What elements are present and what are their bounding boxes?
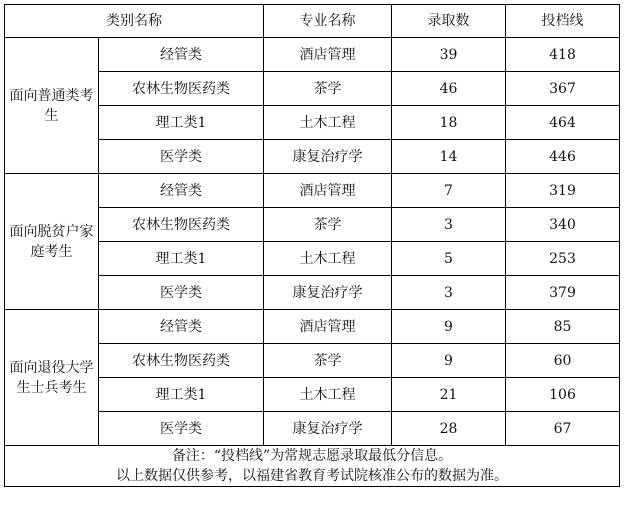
admission-table (4, 4, 620, 487)
major-cell: 土木工程 (264, 242, 392, 276)
subject-type-cell: 理工类1 (99, 242, 264, 276)
major-cell: 酒店管理 (264, 310, 392, 344)
score-cell: 464 (506, 106, 620, 140)
subject-type-cell: 农林生物医药类 (99, 72, 264, 106)
subject-type-cell: 医学类 (99, 140, 264, 174)
score-cell: 418 (506, 38, 620, 72)
score-cell: 67 (506, 412, 620, 446)
score-cell: 340 (506, 208, 620, 242)
header-admitted: 录取数 (392, 5, 506, 38)
score-cell: 85 (506, 310, 620, 344)
subject-type-cell: 医学类 (99, 276, 264, 310)
score-cell: 446 (506, 140, 620, 174)
score-cell: 379 (506, 276, 620, 310)
admitted-cell: 39 (392, 38, 506, 72)
admitted-cell: 7 (392, 174, 506, 208)
major-cell: 土木工程 (264, 106, 392, 140)
major-cell: 茶学 (264, 72, 392, 106)
major-cell: 酒店管理 (264, 174, 392, 208)
note-cell (5, 446, 620, 487)
admitted-cell: 3 (392, 276, 506, 310)
score-cell: 319 (506, 174, 620, 208)
subject-type-cell: 经管类 (99, 310, 264, 344)
subject-type-cell: 农林生物医药类 (99, 208, 264, 242)
major-cell: 茶学 (264, 344, 392, 378)
subject-type-cell: 经管类 (99, 38, 264, 72)
major-cell: 土木工程 (264, 378, 392, 412)
subject-type-cell: 医学类 (99, 412, 264, 446)
header-row (5, 5, 620, 38)
subject-type-cell: 经管类 (99, 174, 264, 208)
subject-type-cell: 理工类1 (99, 106, 264, 140)
header-score: 投档线 (506, 5, 620, 38)
note-line-1: 备注：“投档线”为常规志愿录取最低分信息。 (171, 448, 453, 464)
major-cell: 酒店管理 (264, 38, 392, 72)
group-label-text: 面向普通类考生 (9, 87, 94, 124)
admitted-cell: 5 (392, 242, 506, 276)
table-row (5, 174, 620, 208)
admitted-cell: 28 (392, 412, 506, 446)
group-label-text: 面向退役大学生士兵考生 (9, 359, 94, 396)
header-major: 专业名称 (264, 5, 392, 38)
admission-table-container (4, 4, 619, 499)
major-cell: 康复治疗学 (264, 140, 392, 174)
admitted-cell: 9 (392, 344, 506, 378)
note-line-2: 以上数据仅供参考，以福建省教育考试院核准公布的数据为准。 (116, 468, 508, 484)
major-cell: 康复治疗学 (264, 276, 392, 310)
admitted-cell: 9 (392, 310, 506, 344)
table-row (5, 38, 620, 72)
score-cell: 367 (506, 72, 620, 106)
score-cell: 106 (506, 378, 620, 412)
score-cell: 253 (506, 242, 620, 276)
subject-type-cell: 农林生物医药类 (99, 344, 264, 378)
note-row (5, 446, 620, 487)
major-cell: 茶学 (264, 208, 392, 242)
subject-type-cell: 理工类1 (99, 378, 264, 412)
admitted-cell: 18 (392, 106, 506, 140)
group-label (5, 310, 99, 446)
admitted-cell: 21 (392, 378, 506, 412)
group-label (5, 174, 99, 310)
group-label-text: 面向脱贫户家庭考生 (9, 223, 94, 260)
admitted-cell: 46 (392, 72, 506, 106)
major-cell: 康复治疗学 (264, 412, 392, 446)
score-cell: 60 (506, 344, 620, 378)
admitted-cell: 3 (392, 208, 506, 242)
header-category: 类别名称 (5, 5, 264, 38)
admitted-cell: 14 (392, 140, 506, 174)
group-label (5, 38, 99, 174)
table-row (5, 310, 620, 344)
